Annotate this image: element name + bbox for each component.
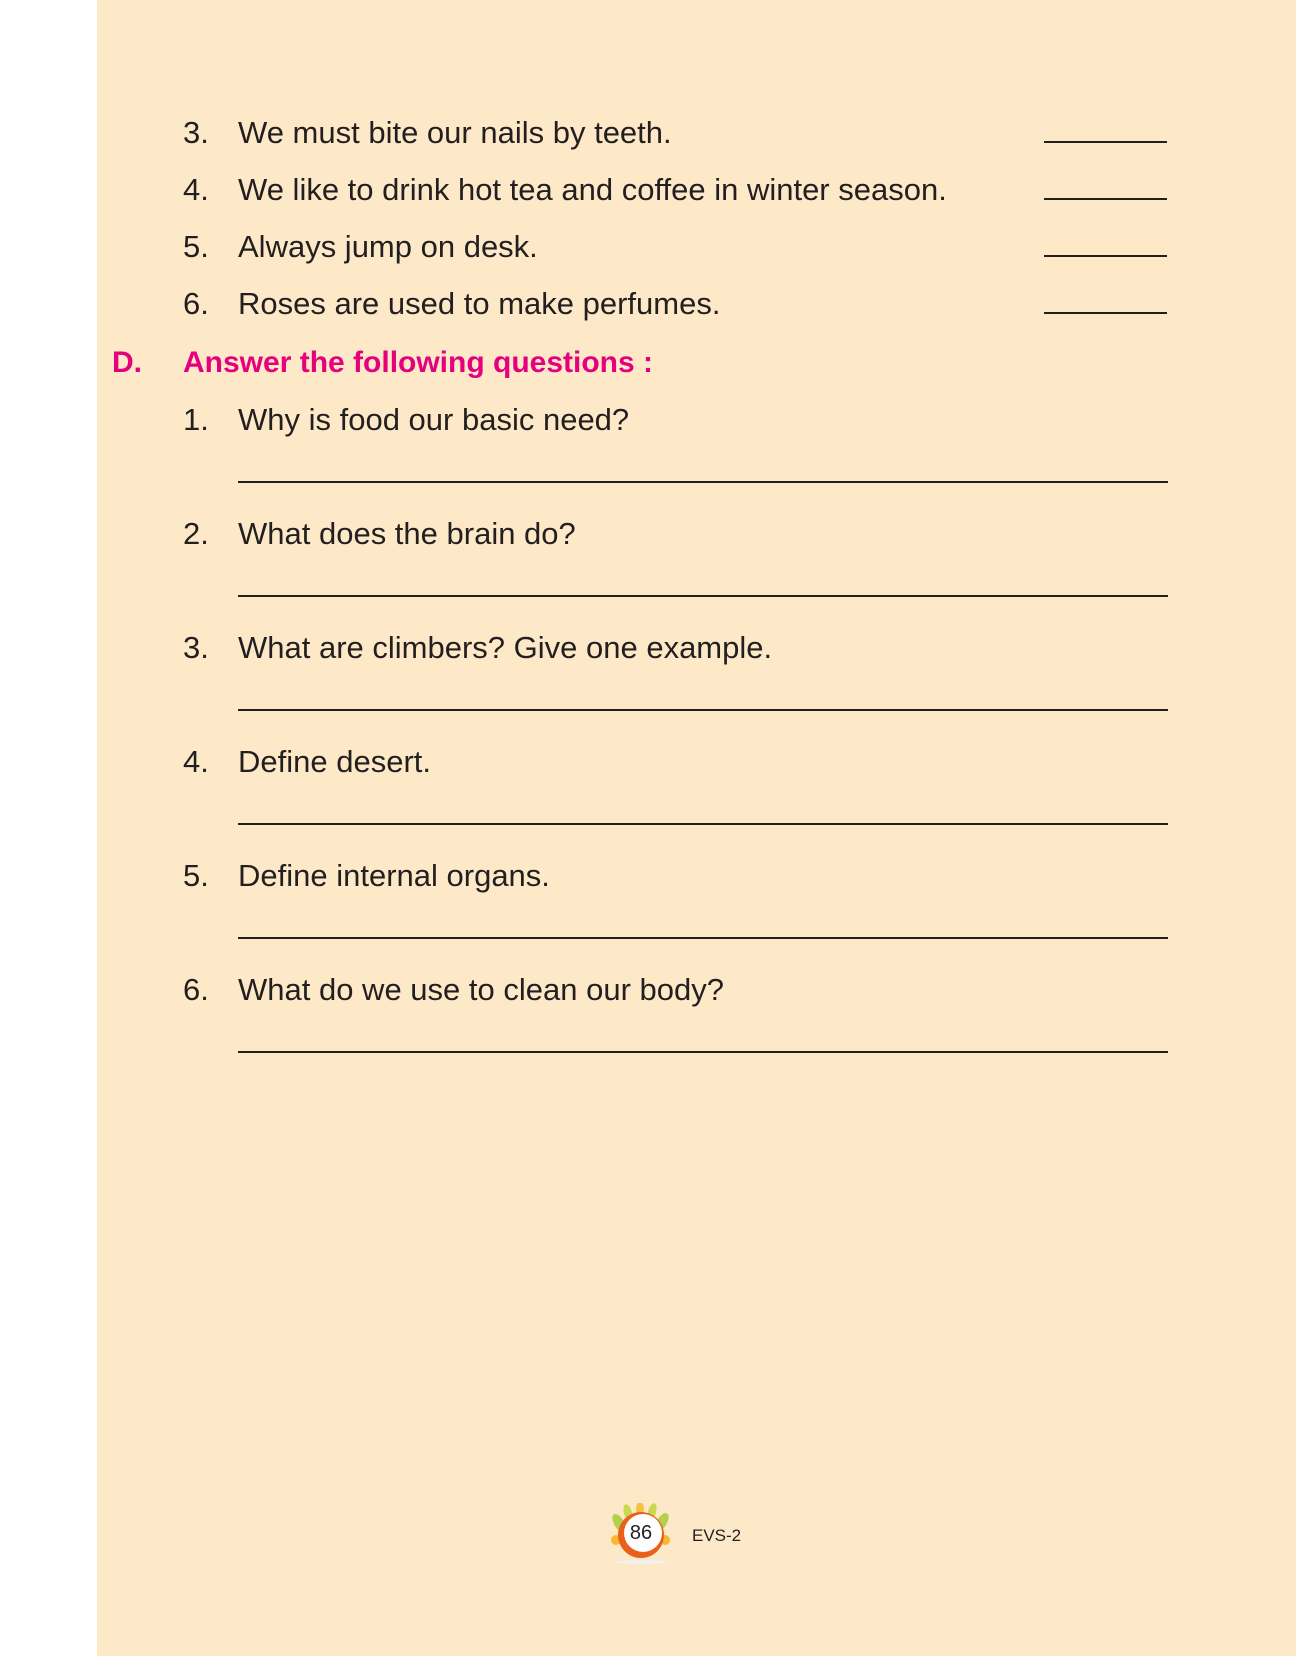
question-item — [97, 856, 1296, 946]
worksheet-page — [97, 0, 1296, 1656]
question-text: Define internal organs. — [238, 858, 550, 893]
question-text: What are climbers? Give one example. — [238, 630, 773, 665]
question-item — [97, 628, 1296, 718]
answer-line[interactable] — [238, 937, 1168, 939]
tf-item-number: 5. — [183, 229, 209, 264]
tf-answer-blank[interactable] — [1044, 141, 1167, 143]
tf-answer-blank[interactable] — [1044, 255, 1167, 257]
tf-item — [97, 284, 1296, 324]
book-label: EVS-2 — [692, 1526, 742, 1545]
tf-item-text: We must bite our nails by teeth. — [238, 115, 672, 150]
question-number: 6. — [183, 972, 209, 1007]
question-text: Define desert. — [238, 744, 431, 779]
tf-item-number: 6. — [183, 286, 209, 321]
tf-item-text: Roses are used to make perfumes. — [238, 286, 721, 321]
tf-item-text: Always jump on desk. — [238, 229, 538, 264]
answer-line[interactable] — [238, 1051, 1168, 1053]
question-text: What do we use to clean our body? — [238, 972, 724, 1007]
section-heading — [97, 343, 1296, 383]
question-number: 4. — [183, 744, 209, 779]
page-footer — [97, 1500, 1296, 1570]
tf-answer-blank[interactable] — [1044, 312, 1167, 314]
question-text: What does the brain do? — [238, 516, 576, 551]
page-number-badge — [607, 1503, 673, 1569]
tf-item — [97, 227, 1296, 267]
page-number: 86 — [629, 1522, 653, 1544]
question-number: 1. — [183, 402, 209, 437]
question-item — [97, 742, 1296, 832]
tf-item — [97, 113, 1296, 153]
answer-line[interactable] — [238, 481, 1168, 483]
question-number: 2. — [183, 516, 209, 551]
tf-item-number: 3. — [183, 115, 209, 150]
answer-line[interactable] — [238, 823, 1168, 825]
question-item — [97, 514, 1296, 604]
tf-answer-blank[interactable] — [1044, 198, 1167, 200]
question-item — [97, 400, 1296, 490]
section-letter: D. — [112, 346, 142, 379]
tf-item — [97, 170, 1296, 210]
answer-line[interactable] — [238, 595, 1168, 597]
answer-line[interactable] — [238, 709, 1168, 711]
question-number: 3. — [183, 630, 209, 665]
tf-item-text: We like to drink hot tea and coffee in winter season. — [238, 172, 947, 207]
question-text: Why is food our basic need? — [238, 402, 630, 437]
question-item — [97, 970, 1296, 1060]
tf-item-number: 4. — [183, 172, 209, 207]
section-title: Answer the following questions : — [183, 346, 654, 379]
question-number: 5. — [183, 858, 209, 893]
